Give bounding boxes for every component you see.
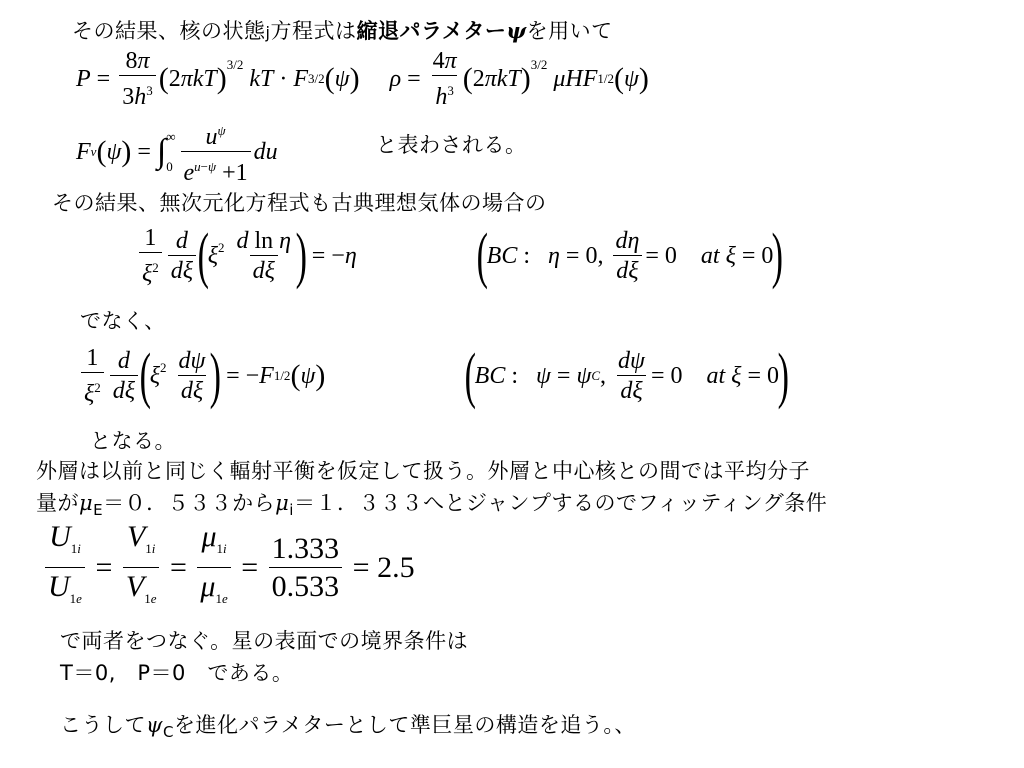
- dimensionless-intro: その結果、無次元化方程式も古典理想気体の場合の: [52, 191, 547, 215]
- degeneracy-parameter-term: 縮退パラメター: [356, 19, 507, 43]
- outer-layer-line1: 外層は以前と同じく輻射平衡を仮定して扱う。外層と中心核との間では平均分子: [36, 459, 810, 483]
- mu-ratio-denominator: 0.533: [269, 567, 343, 606]
- mu-ratio-numerator: 1.333: [271, 531, 340, 565]
- intro-text-d: を用いて: [526, 19, 613, 43]
- outer-text-c: ＝１．３３３へとジャンプするのでフィッティング条件: [293, 491, 828, 515]
- mu-E-symbol: μ: [79, 491, 94, 515]
- mu-E-subscript: E: [93, 501, 104, 520]
- fermi-integral-equation: F ν ( ψ ) = ∫ ∞ 0 $\frac{u^\psi}{e^{u-\psi} +1}$ du: [76, 122, 278, 186]
- degenerate-dimensionless-equation: $\frac{1}{\xi^2}$ $\frac{d}{d\xi}$ ( ξ $^2$ $\frac{d\psi}{d\xi}$ ) = − F 1/2 ( ψ ): [78, 334, 325, 418]
- conclusion-text-b: を進化パラメターとして準巨星の構造を追う。、: [173, 713, 636, 737]
- becomes-text: となる。: [90, 429, 176, 453]
- psi-c-symbol: ψ: [146, 713, 163, 737]
- classical-dimensionless-equation: $\frac{1}{\xi^2}$ $\frac{d}{d\xi}$ ( ξ $^2$ $\frac{\text{d ln η}}{d\xi}$ ) = − η: [136, 214, 357, 298]
- pressure-density-equation: P = $\frac{8\pi}{3h^3}$ ( 2 πkT ) $^{3/2}$ kT · F 3/2 ( ψ ) ρ = $\frac{4\pi}{h^3}$ ( 2 πkT ) $^{3/2}$ μHF 1/2 ( ψ ): [76, 47, 649, 110]
- intro-line: [72, 18, 613, 46]
- intro-text-c: 方程式は: [270, 19, 357, 43]
- outer-text-b: ＝０．５３３から: [103, 491, 276, 515]
- fit-result: = 2.5: [352, 551, 415, 584]
- classical-boundary-condition: ( BC : η = 0, $\frac{d\eta}{d\xi}$ = 0 at ξ = 0 ): [476, 222, 784, 290]
- surface-boundary-condition: T＝0, P＝0 である。: [60, 661, 294, 685]
- conclusion-text-a: こうして: [60, 713, 146, 737]
- psi-c-subscript: C: [162, 723, 174, 742]
- connect-text: で両者をつなぐ。星の表面での境界条件は: [60, 629, 469, 653]
- conclusion-line: [60, 712, 636, 745]
- expressed-text: と表わされる。: [376, 133, 527, 157]
- not-text: でなく、: [80, 309, 166, 333]
- fitting-condition-equation: $\frac{U_{1i}}{U_{1e}}$ = $\frac{V_{1i}}{V_{1e}}$ = $\frac{\mu_{1i}}{\mu_{1e}}$ = $\frac{1.333}{0.533}$ = 2.5: [42, 522, 415, 614]
- psi-symbol: ψ: [506, 18, 527, 43]
- mu-i-subscript: i: [289, 501, 294, 520]
- outer-text-a: 量が: [36, 491, 79, 515]
- mu-i-symbol: μ: [275, 491, 290, 515]
- intro-text-a: その結果、核の状態: [72, 19, 266, 43]
- degenerate-boundary-condition: ( BC : ψ = ψ C , $\frac{d\psi}{d\xi}$ = 0 at ξ = 0 ): [464, 342, 789, 410]
- intro-text-j: j: [265, 23, 271, 42]
